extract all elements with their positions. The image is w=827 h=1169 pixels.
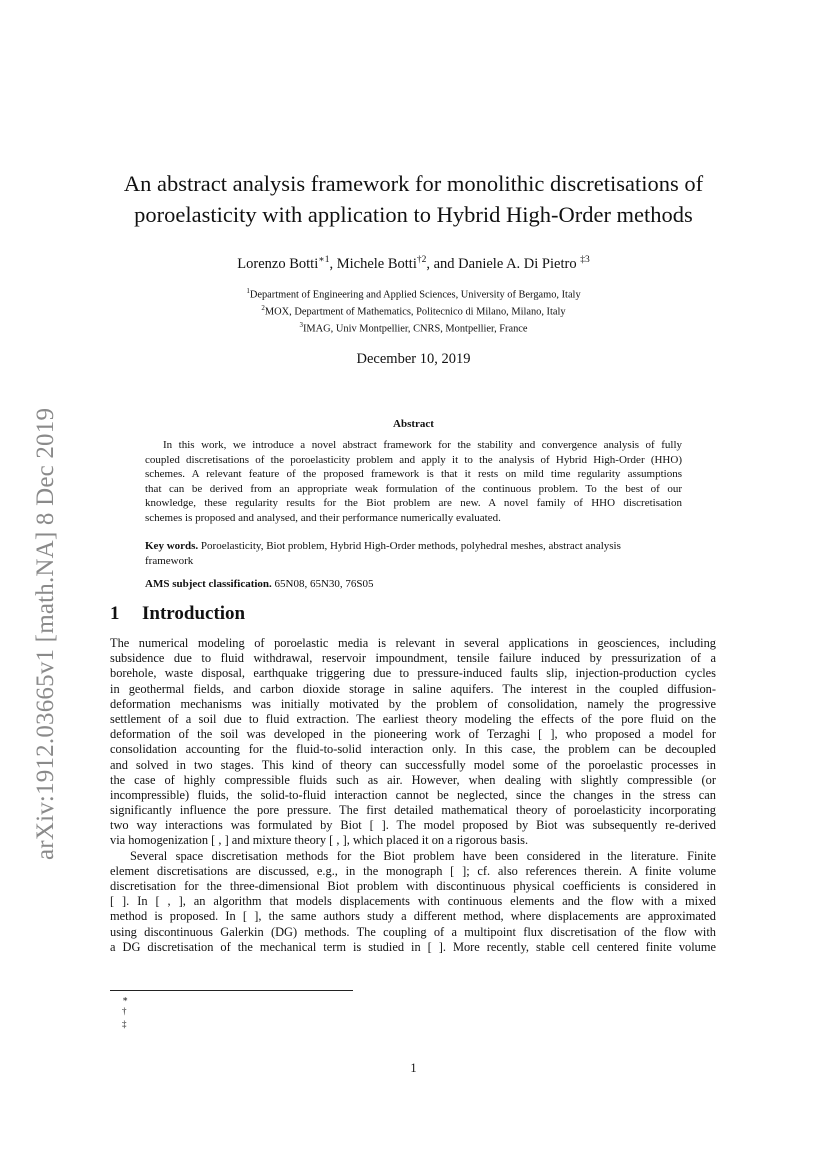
abstract-line: coupled discretisations of the poroelasticity problem and apply it to the analysis of Hybrid High-Order (HHO) [145, 453, 682, 466]
abstract-body [145, 438, 682, 526]
abstract-heading: Abstract [393, 418, 434, 430]
section-heading [110, 603, 245, 625]
footnote-rule [110, 990, 353, 991]
body-line: via homogenization [ , ] and mixture theory [ , ], which placed it on a rigorous basis. [110, 833, 529, 848]
paper-date: December 10, 2019 [356, 351, 471, 367]
abstract-line: In this work, we introduce a novel abstract framework for the stability and convergence analysis of fully [163, 439, 682, 451]
body-line: Several space discretisation methods for the Biot problem have been considered in the literature. Finite [130, 848, 716, 863]
body-line: using discontinuous Galerkin (DG) methods. The coupling of a multipoint flux discretisation of the flow with [110, 924, 716, 939]
affiliation-text: MOX, Department of Mathematics, Politecnico di Milano, Milano, Italy [264, 306, 566, 318]
body-line: and solved in two stages. This kind of theory can successfully model some of the poroelastic processes in [110, 757, 716, 772]
keywords [145, 539, 682, 568]
affiliation [100, 285, 727, 302]
section-title: Introduction [142, 603, 246, 624]
body-line: [ ]. In [ , ], an algorithm that models displacements with continuous elements and the flow with a mixed [110, 894, 716, 909]
section-number: 1 [110, 603, 120, 624]
ams-classification [145, 577, 682, 592]
author-mark: ∗1 [318, 255, 330, 265]
footnote-mark: † [122, 1006, 127, 1017]
body-line: settlement of a soil due to fluid extraction. The earliest theory modeling the effects of the pore fluid on the [110, 711, 716, 726]
body-line: significantly influence the pore pressure. The first detailed mathematical theory of poroelasticity incorporating [110, 803, 716, 818]
body-line: element discretisations are discussed, e.g., in the monograph [ ]; cf. also references therein. A finite volume [110, 863, 716, 878]
page-number: 1 [410, 1061, 417, 1075]
author-list [100, 254, 727, 273]
affiliation-text: IMAG, Univ Montpellier, CNRS, Montpellier, France [302, 323, 528, 335]
ams-label: AMS subject classification. [145, 578, 272, 590]
body-line: method is proposed. In [ ], the same authors study a different method, where displacements are approximated [110, 909, 716, 924]
body-line: deformation mechanisms was initially motivated by the problem of consolidation, namely the progressive [110, 696, 716, 711]
author-mark: †2 [416, 255, 427, 265]
title-line: An abstract analysis framework for monolithic discretisations of [123, 171, 704, 196]
body-line: consolidation accounting for the fluid-to-solid interaction only. In this case, the problem can be decoupled [110, 742, 716, 757]
paper-title [100, 168, 727, 230]
affiliation [100, 319, 727, 336]
abstract-line: schemes is proposed and analysed, and their performance numerically evaluated. [145, 511, 501, 524]
abstract-line: knowledge, these regularity results for the Biot problem are new. A novel family of HHO discretisation [145, 497, 682, 510]
author-name: Lorenzo Botti [237, 255, 319, 272]
affiliation-text: Department of Engineering and Applied Sciences, University of Bergamo, Italy [249, 289, 581, 301]
author-mark: ‡3 [580, 255, 590, 265]
body-line: incompressible) fluids, the solid-to-fluid interaction cannot be neglected, since the changes in the stress can [110, 787, 716, 802]
arxiv-identifier: arXiv:1912.03665v1 [math.NA] 8 Dec 2019 [32, 407, 59, 860]
body-line: a DG discretisation of the mechanical term is studied in [ ]. More recently, stable cell centered finite volume [110, 939, 716, 954]
affiliation [100, 302, 727, 319]
keywords-text: Poroelasticity, Biot problem, Hybrid High-Order methods, polyhedral meshes, abstract analysis [200, 540, 621, 552]
abstract-line: schemes. A relevant feature of the proposed framework is that it rests on mild time regularity assumptions [145, 468, 682, 481]
title-line: poroelasticity with application to Hybrid High-Order methods [134, 202, 693, 227]
body-line: subsidence due to fluid withdrawal, reservoir impoundment, tensile failure induced by pressurization of a [110, 651, 716, 666]
author-name: Michele Botti [336, 255, 417, 272]
body-line: in geothermal fields, and carbon dioxide storage in saline aquifers. The interest in the coupled diffusion- [110, 681, 716, 696]
footnotes [122, 993, 128, 1030]
body-line: The numerical modeling of poroelastic media is relevant in several applications in geosciences, including [110, 636, 716, 650]
affiliation-number: 1 [246, 287, 250, 295]
body-line: borehole, waste disposal, earthquake triggering due to pressure-induced faults slip, injection-production cycles [110, 666, 716, 681]
footnote-mark: ‡ [122, 1018, 127, 1029]
ams-codes: 65N08, 65N30, 76S05 [274, 578, 374, 590]
author-separator: , and [426, 255, 459, 272]
footnote-mark: ∗ [122, 994, 129, 1004]
body-line: the case of highly compressible fluids such as air. However, when dealing with slightly compressible (or [110, 772, 716, 787]
affiliations [100, 285, 727, 336]
body-line: deformation of the soil was developed in the pioneering work of Terzaghi [ ], who proposed a model for [110, 727, 716, 742]
body-line: two way interactions was formulated by Biot [ ]. The model proposed by Biot was subsequently re-derived [110, 818, 716, 833]
affiliation-number: 2 [261, 303, 265, 312]
affiliation-number: 3 [299, 320, 303, 329]
author-name: Daniele A. Di Pietro [458, 255, 577, 272]
body-line: discretisation for the three-dimensional Biot problem with discontinuous physical coefficients is considered in [110, 879, 716, 893]
introduction-text [110, 636, 716, 955]
keywords-label: Key words. [145, 540, 199, 552]
abstract-line: that can be derived from an appropriate weak formulation of the continuous problem. To the best of our [145, 482, 682, 495]
author-separator: , [329, 255, 337, 272]
keywords-text: framework [145, 554, 194, 567]
